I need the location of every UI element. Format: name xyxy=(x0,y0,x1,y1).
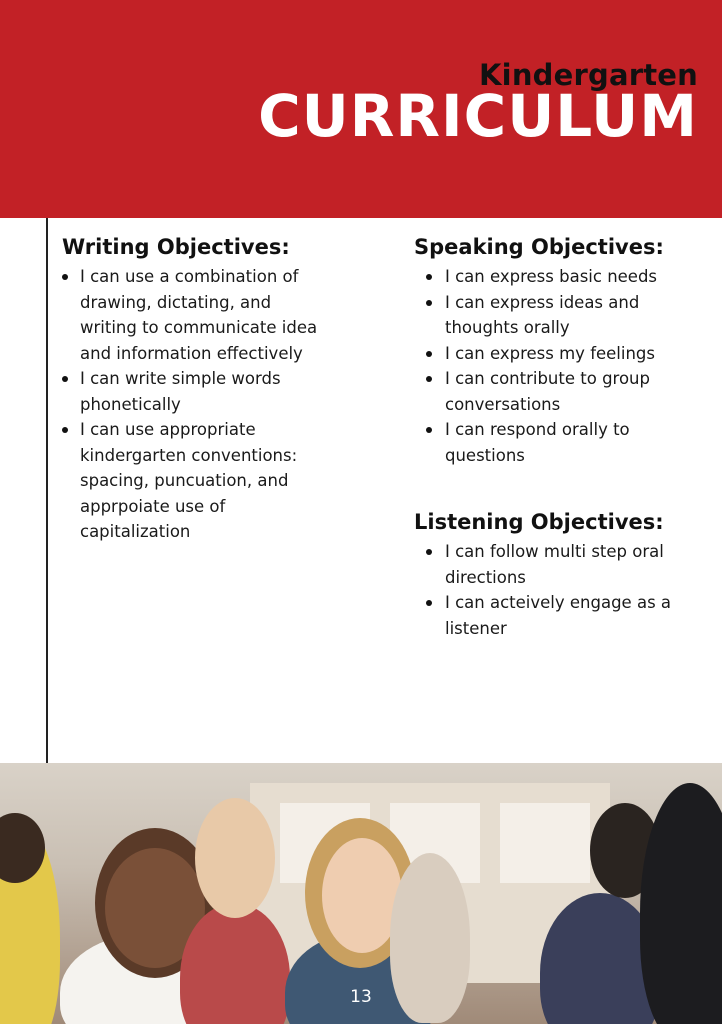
list-item: I can express my feelings xyxy=(414,341,704,367)
child-head-shape xyxy=(195,798,275,918)
list-item: I can express basic needs xyxy=(414,264,704,290)
list-item: I can write simple words phonetically xyxy=(62,366,322,417)
header-title: CURRICULUM xyxy=(258,82,698,150)
header-banner xyxy=(0,0,722,218)
list-item: I can express ideas and thoughts orally xyxy=(414,290,704,341)
classroom-photo xyxy=(0,763,722,1024)
list-item: I can acteively engage as a listener xyxy=(414,590,704,641)
list-item: I can contribute to group conversations xyxy=(414,366,704,417)
writing-list xyxy=(62,264,322,545)
writing-objectives-section xyxy=(62,232,322,545)
listening-heading: Listening Objectives: xyxy=(414,510,664,534)
shelf-cubby xyxy=(500,803,590,883)
listening-list xyxy=(414,539,704,641)
page-number: 13 xyxy=(350,987,372,1007)
list-item: I can use a combination of drawing, dictating, and writing to communicate idea and information effectively xyxy=(62,264,322,366)
speaking-heading: Speaking Objectives: xyxy=(414,235,664,259)
writing-heading: Writing Objectives: xyxy=(62,235,290,259)
list-item: I can follow multi step oral directions xyxy=(414,539,704,590)
list-item: I can respond orally to questions xyxy=(414,417,704,468)
list-item: I can use appropriate kindergarten conventions: spacing, puncuation, and apprpoiate use of capitalization xyxy=(62,417,322,545)
listening-objectives-section xyxy=(414,507,704,641)
vertical-divider xyxy=(46,218,48,763)
speaking-list xyxy=(414,264,704,468)
speaking-objectives-section xyxy=(414,232,704,468)
header-subtitle: Kindergarten xyxy=(479,58,698,92)
